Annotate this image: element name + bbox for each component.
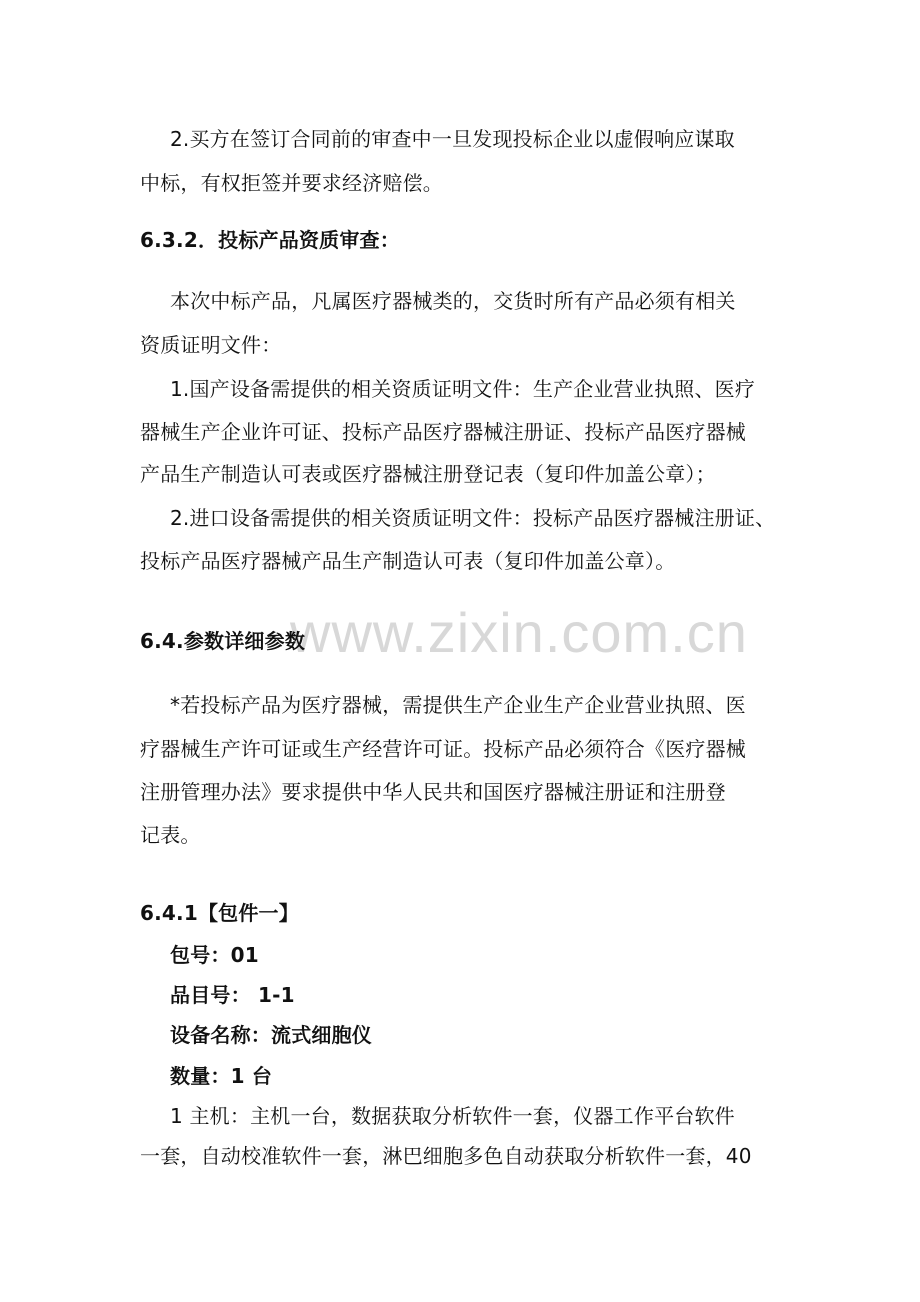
paragraph-line: 一套，自动校准软件一套，淋巴细胞多色自动获取分析软件一套，40 bbox=[140, 1144, 752, 1168]
section-heading-6-3-2: 6.3.2．投标产品资质审查： bbox=[140, 228, 400, 252]
paragraph-line: 注册管理办法》要求提供中华人民共和国医疗器械注册证和注册登 bbox=[140, 780, 726, 804]
paragraph-line: 中标，有权拒签并要求经济赔偿。 bbox=[140, 171, 443, 195]
watermark: www.zixin.com.cn bbox=[290, 601, 748, 664]
section-heading-6-4-1: 6.4.1【包件一】 bbox=[140, 901, 299, 925]
item-number: 品目号： 1-1 bbox=[170, 983, 295, 1007]
paragraph-line: 疗器械生产许可证或生产经营许可证。投标产品必须符合《医疗器械 bbox=[140, 737, 746, 761]
paragraph-line: 2.进口设备需提供的相关资质证明文件：投标产品医疗器械注册证、 bbox=[170, 506, 776, 530]
paragraph-line: 本次中标产品，凡属医疗器械类的，交货时所有产品必须有相关 bbox=[170, 289, 736, 313]
paragraph-line: *若投标产品为医疗器械，需提供生产企业生产企业营业执照、医 bbox=[170, 693, 746, 717]
package-number: 包号：01 bbox=[170, 943, 259, 967]
paragraph-line: 1 主机：主机一台，数据获取分析软件一套，仪器工作平台软件 bbox=[170, 1104, 735, 1128]
paragraph-line: 产品生产制造认可表或医疗器械注册登记表（复印件加盖公章）； bbox=[140, 462, 716, 486]
device-name: 设备名称：流式细胞仪 bbox=[170, 1023, 372, 1047]
paragraph-line: 器械生产企业许可证、投标产品医疗器械注册证、投标产品医疗器械 bbox=[140, 420, 746, 444]
paragraph-line: 投标产品医疗器械产品生产制造认可表（复印件加盖公章）。 bbox=[140, 549, 676, 573]
paragraph-line: 记表。 bbox=[140, 823, 201, 847]
paragraph-line: 资质证明文件： bbox=[140, 333, 282, 357]
paragraph-line: 2.买方在签订合同前的审查中一旦发现投标企业以虚假响应谋取 bbox=[170, 127, 735, 151]
paragraph-line: 1.国产设备需提供的相关资质证明文件：生产企业营业执照、医疗 bbox=[170, 377, 756, 401]
quantity: 数量：1 台 bbox=[170, 1064, 273, 1088]
section-heading-6-4: 6.4.参数详细参数 bbox=[140, 629, 306, 653]
